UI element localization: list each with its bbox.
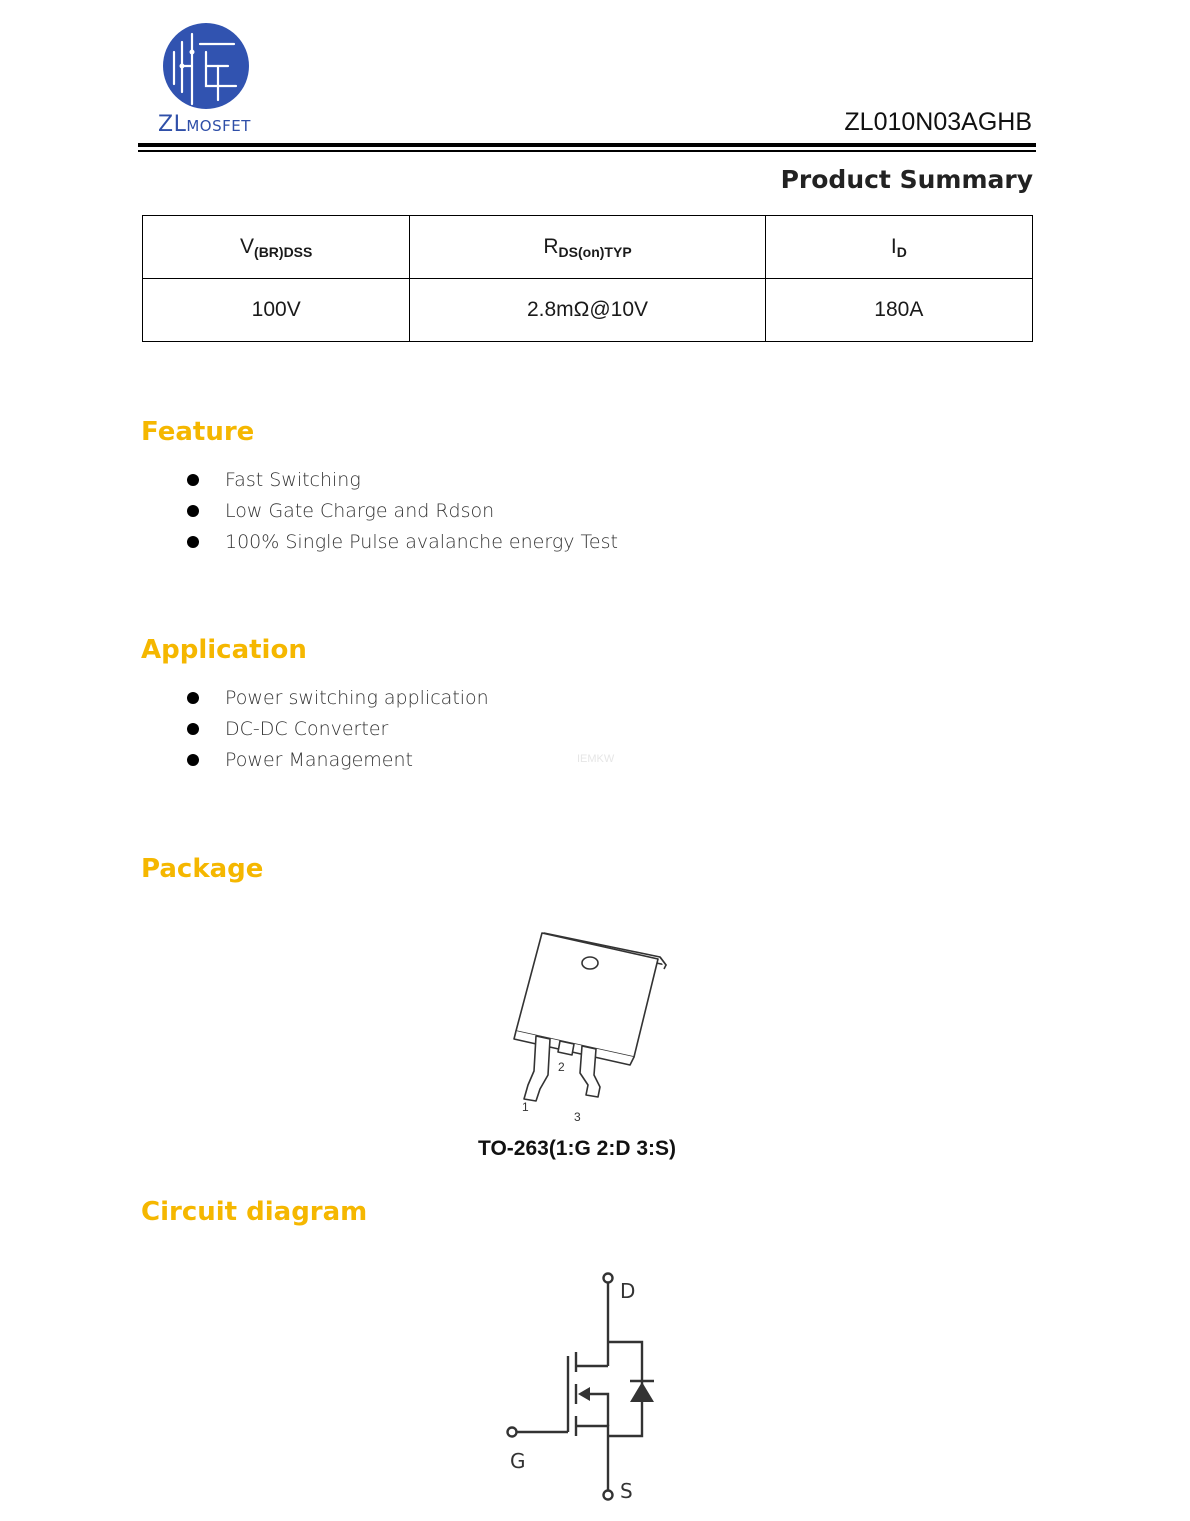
table-header-row: [143, 216, 1033, 279]
header-id: $I_D$: [765, 216, 1032, 279]
watermark: IEMKW: [577, 753, 615, 765]
bullet-icon: [187, 474, 199, 486]
header-rdson: $R_{DS(on)TYP}$: [410, 216, 765, 279]
feature-title: Feature: [141, 417, 255, 447]
bullet-icon: [187, 754, 199, 766]
table-value-row: [143, 279, 1033, 342]
header-vbrdss: $V_{(BR)DSS}$: [143, 216, 410, 279]
value-rdson: 2.8mΩ@10V: [410, 279, 765, 342]
header-rule-thin: [138, 150, 1036, 152]
drain-label: D: [620, 1279, 636, 1303]
package-label: TO-263(1:G 2:D 3:S): [478, 1137, 676, 1160]
logo-wordmark: [158, 112, 251, 137]
bullet-icon: [187, 505, 199, 517]
header-rule-thick: [138, 143, 1036, 147]
part-number: ZL010N03AGHB: [844, 108, 1032, 136]
source-label: S: [620, 1479, 633, 1503]
bullet-icon: [187, 536, 199, 548]
pin-3-label: 3: [574, 1110, 581, 1124]
mosfet-circuit-symbol: [500, 1268, 670, 1508]
pin-2-label: 2: [558, 1060, 565, 1074]
list-item: Power Management: [185, 745, 489, 776]
list-item: Fast Switching: [185, 465, 618, 496]
bullet-icon: [187, 723, 199, 735]
product-summary-table: [142, 215, 1033, 342]
logo-sub-text: MOSFET: [186, 117, 251, 135]
feature-list: [185, 465, 618, 558]
list-item: DC-DC Converter: [185, 714, 489, 745]
bullet-icon: [187, 692, 199, 704]
gate-label: G: [510, 1449, 526, 1473]
product-summary-title: Product Summary: [780, 165, 1033, 194]
application-title: Application: [141, 635, 307, 665]
circuit-diagram-title: Circuit diagram: [141, 1197, 368, 1227]
to263-package-drawing: [500, 925, 680, 1130]
pin-1-label: 1: [522, 1100, 529, 1114]
package-title: Package: [141, 854, 264, 884]
application-list: [185, 683, 489, 776]
value-vbrdss: 100V: [143, 279, 410, 342]
logo-main-text: ZL: [158, 112, 187, 137]
value-id: 180A: [765, 279, 1032, 342]
list-item: Power switching application: [185, 683, 489, 714]
list-item: 100% Single Pulse avalanche energy Test: [185, 527, 618, 558]
list-item: Low Gate Charge and Rdson: [185, 496, 618, 527]
